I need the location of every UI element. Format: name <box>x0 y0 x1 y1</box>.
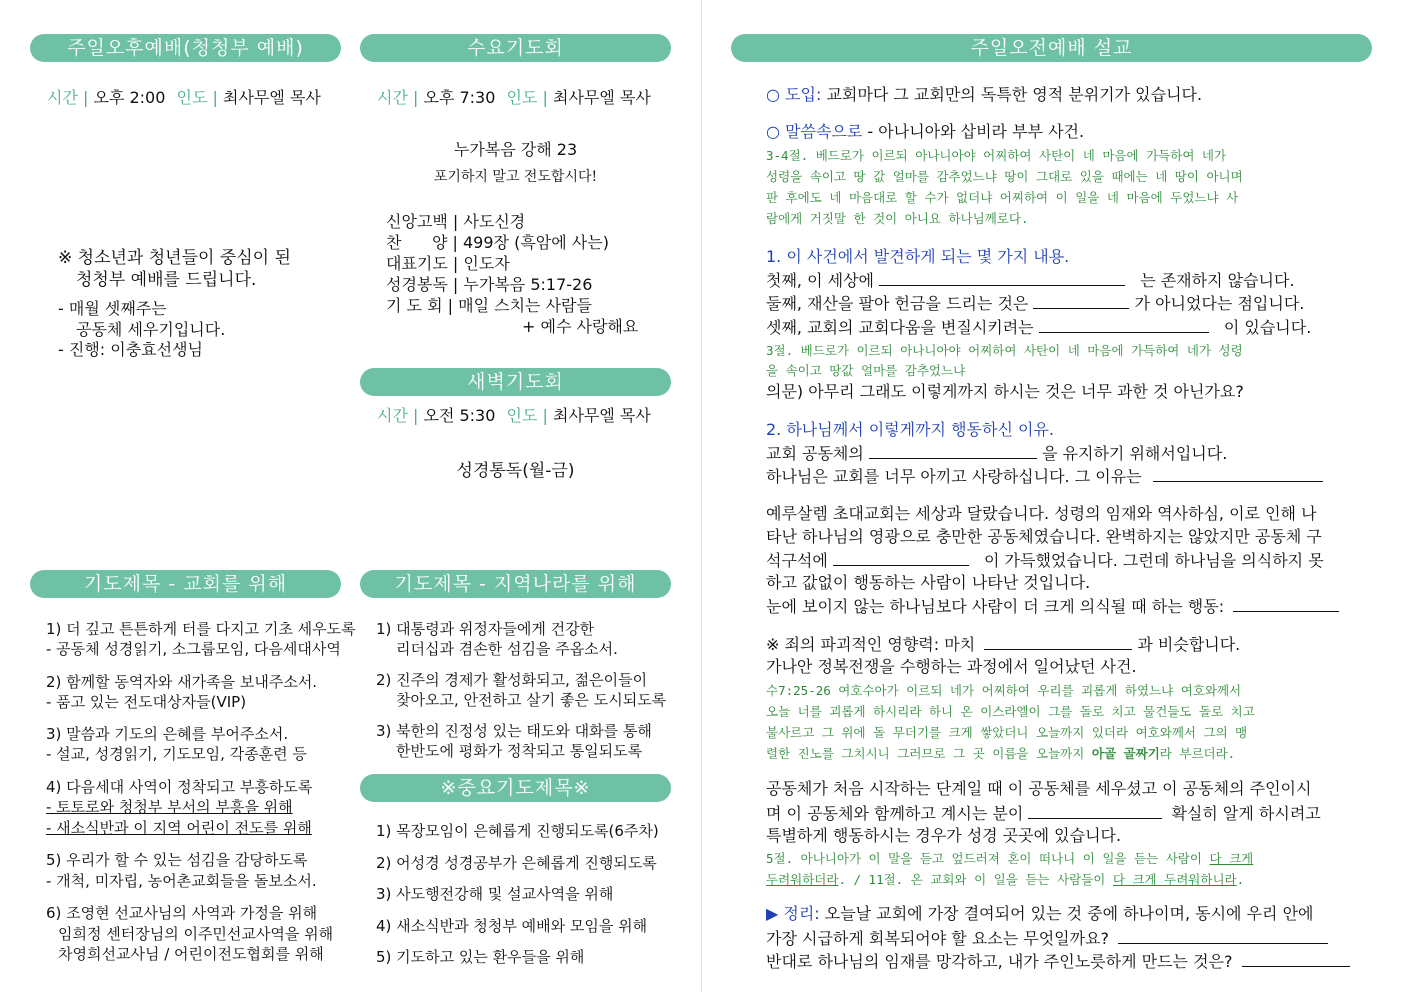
order-value: 인도자 <box>463 254 510 273</box>
prayer-church-line: 5) 우리가 할 수 있는 섬김을 감당하도록 <box>46 851 308 869</box>
sunday-pm-note1: ※ 청소년과 청년들이 중심이 된 <box>58 248 291 268</box>
text: 석구석에 <box>766 551 828 570</box>
verse-line: 판 후에도 네 마음대로 할 수가 없더냐 어찌하여 이 일을 네 마음에 두었느냐 사 <box>766 190 1239 205</box>
wednesday-order-extra: + 예수 사랑해요 <box>522 317 639 336</box>
sunday-pm-title: 주일오후예배(청청부 예배) <box>67 37 304 59</box>
prayer-church-line: 2) 함께할 동역자와 새가족을 보내주소서. <box>46 673 318 691</box>
text: 과 비슷합니다. <box>1137 635 1241 654</box>
fill-blank <box>879 270 1125 286</box>
text: 이 가득했었습니다. 그런데 하나님을 의식하지 못 <box>984 551 1324 570</box>
intro-head: ○ 도입: <box>766 85 822 104</box>
text: 을 유지하기 위해서입니다. <box>1042 444 1228 463</box>
sermon-intro <box>766 85 1202 105</box>
sin-line <box>766 634 1240 655</box>
prayer-nation-title: 기도제목 - 지역나라를 위해 <box>394 573 637 595</box>
text: 오늘날 교회에 가장 결여되어 있는 것 중에 하나이며, 동시에 우리 안에 <box>824 904 1314 923</box>
text: 가장 시급하게 회복되어야 할 요소는 무엇일까요? <box>766 929 1110 948</box>
text: . <box>1236 872 1245 887</box>
sunday-pm-header <box>30 34 341 62</box>
fill-blank <box>984 634 1132 650</box>
fill-blank <box>1242 951 1350 967</box>
underlined-text: 두려워하더라 <box>766 872 839 887</box>
conclusion-line <box>766 951 1350 972</box>
sermon-title: 주일오전예배 설교 <box>970 37 1133 59</box>
lead-label: 인도 | <box>506 406 548 425</box>
lead-label: 인도 | <box>506 88 548 107</box>
time-value: 오후 7:30 <box>423 88 496 107</box>
prayer-church-line: - 개척, 미자립, 농어촌교회들을 돌보소서. <box>46 872 317 890</box>
important-line: 5) 기도하고 있는 환우들을 위해 <box>376 948 585 966</box>
text: 하나님은 교회를 너무 아끼고 사랑하십니다. 그 이유는 <box>766 467 1142 486</box>
underlined-text: 다 크게 <box>1209 851 1254 866</box>
text: 가 아니었다는 점입니다. <box>1134 294 1305 313</box>
word-head: ○ 말씀속으로 <box>766 122 863 141</box>
order-label: 성경봉독 | <box>386 275 459 294</box>
time-label: 시간 | <box>47 88 89 107</box>
prayer-nation-line: 2) 진주의 경제가 활성화되고, 젊은이들이 <box>376 671 648 689</box>
text: 교회 공동체의 <box>766 444 864 463</box>
time-value: 오후 2:00 <box>93 88 166 107</box>
sunday-pm-note4: 공동체 세우기입니다. <box>76 320 226 339</box>
para1-line <box>766 550 1324 571</box>
conclusion-head: ▶ 정리: <box>766 904 820 923</box>
fill-blank <box>1028 803 1162 819</box>
prayer-church-line: 임희정 센터장님의 이주민선교사역을 위해 <box>58 925 334 943</box>
verse-line: 3절. 베드로가 이르되 아나니아야 어찌하여 사탄이 네 마음에 가득하여 네가 성령 <box>766 343 1243 358</box>
leader-value: 최사무엘 목사 <box>553 88 651 107</box>
point1-third <box>766 317 1311 338</box>
leader-value: 최사무엘 목사 <box>223 88 321 107</box>
sunday-pm-note3: - 매월 셋째주는 <box>58 299 167 318</box>
important-line: 2) 어성경 성경공부가 은혜롭게 진행되도록 <box>376 854 657 872</box>
prayer-church-line: - 새소식반과 이 지역 어린이 전도를 위해 <box>46 819 312 837</box>
prayer-church-line: - 토토로와 청청부 부서의 부흥을 위해 <box>46 798 293 816</box>
dawn-title: 새벽기도회 <box>467 371 564 393</box>
wednesday-sermon-sub: 포기하지 말고 전도합시다! <box>433 169 598 185</box>
text: 며 이 공동체와 함께하고 계시는 분이 <box>766 804 1024 823</box>
lead-label: 인도 | <box>176 88 218 107</box>
verse-line: 성령을 속이고 땅 값 얼마를 감추었느냐 땅이 그대로 있을 때에는 네 땅이 아니며 <box>766 169 1243 184</box>
text: 첫째, 이 세상에 <box>766 271 874 290</box>
para2-line: 공동체가 처음 시작하는 단계일 때 이 공동체를 세우셨고 이 공동체의 주인이시 <box>766 779 1312 798</box>
sunday-pm-time-line <box>47 88 321 108</box>
prayer-church-line: - 공동체 성경읽기, 소그룹모임, 다음세대사역 <box>46 640 341 658</box>
order-value: 매일 스치는 사람들 <box>458 296 592 315</box>
para2-line: 특별하게 행동하시는 경우가 성경 곳곳에 있습니다. <box>766 826 1122 845</box>
text: 렬한 진노를 그치시니 그러므로 그 곳 이름을 오늘까지 <box>766 746 1085 761</box>
text: 이 있습니다. <box>1223 318 1312 337</box>
dawn-note: 성경통독(월-금) <box>456 461 575 481</box>
text: 는 존재하지 않습니다. <box>1140 271 1295 290</box>
sermon-word <box>766 122 1084 142</box>
wednesday-sermon-title: 누가복음 강해 23 <box>453 140 578 159</box>
leader-value: 최사무엘 목사 <box>553 406 651 425</box>
time-value: 오전 5:30 <box>423 406 496 425</box>
time-label: 시간 | <box>377 406 419 425</box>
wednesday-order-3 <box>386 254 510 274</box>
wednesday-order-2 <box>386 233 609 253</box>
fill-blank <box>1033 293 1129 309</box>
point1-question: 의문) 아무리 그래도 이렇게까지 하시는 것은 너무 과한 것 아닌가요? <box>766 382 1244 401</box>
point1-head: 1. 이 사건에서 발견하게 되는 몇 가지 내용. <box>766 247 1070 266</box>
time-label: 시간 | <box>377 88 419 107</box>
fill-blank <box>1039 317 1209 333</box>
para1-line: 예루살렘 초대교회는 세상과 달랐습니다. 성령의 임재와 역사하심, 이로 인해 나 <box>766 504 1317 523</box>
para1-line <box>766 596 1339 617</box>
verse-line: 오늘 너를 괴롭게 하시리라 하니 온 이스라엘이 그를 돌로 치고 물건들도 돌로 치고 <box>766 704 1255 719</box>
order-value: 499장 (흑암에 사는) <box>463 233 609 252</box>
underlined-text: 다 크게 두려워하니라 <box>1112 872 1237 887</box>
prayer-church-line: 차영희선교사님 / 어린이전도협회를 위해 <box>58 945 324 963</box>
wednesday-order-4 <box>386 275 592 295</box>
order-label: 찬 양 | <box>386 233 458 252</box>
important-line: 1) 목장모임이 은혜롭게 진행되도록(6주차) <box>376 822 659 840</box>
verse-line: 을 속이고 땅값 얼마를 감추었느냐 <box>766 363 966 378</box>
verse-line: 수7:25-26 여호수아가 이르되 네가 어찌하여 우리를 괴롭게 하였느냐 여호와께서 <box>766 683 1242 698</box>
verse-line: 불사르고 그 위에 돌 무더기를 크게 쌓았더니 오늘까지 있더라 여호와께서 그의 맹 <box>766 725 1248 740</box>
text: 셋째, 교회의 교회다움을 변질시키려는 <box>766 318 1034 337</box>
order-value: 누가복음 5:17-26 <box>463 275 593 294</box>
emphasis-text: 아골 골짜기 <box>1091 746 1160 761</box>
dawn-time-line <box>377 406 651 426</box>
order-value: 사도신경 <box>463 212 526 231</box>
sunday-pm-note2: 청청부 예배를 드립니다. <box>76 270 257 290</box>
text: 반대로 하나님의 임재를 망각하고, 내가 주인노릇하게 만드는 것은? <box>766 952 1233 971</box>
important-header <box>360 774 671 802</box>
text: ※ 죄의 파괴적인 영향력: 마치 <box>766 635 976 654</box>
prayer-church-line: 1) 더 깊고 튼튼하게 터를 다지고 기초 세우도록 <box>46 620 356 638</box>
fill-blank <box>869 443 1037 459</box>
prayer-church-line: - 설교, 성경읽기, 기도모임, 각종훈련 등 <box>46 745 307 763</box>
prayer-nation-line: 찾아오고, 안전하고 살기 좋은 도시되도록 <box>396 691 667 709</box>
para1-line: 하고 값없이 행동하는 사람이 나타난 것입니다. <box>766 573 1091 592</box>
point1-second <box>766 293 1304 314</box>
prayer-church-line: 4) 다음세대 사역이 정착되고 부흥하도록 <box>46 778 313 796</box>
text: 확실히 알게 하시려고 <box>1171 804 1321 823</box>
word-text: - 아나니아와 삽비라 부부 사건. <box>867 122 1085 141</box>
sermon-header <box>731 34 1372 62</box>
sin-line: 가나안 정복전쟁을 수행하는 과정에서 일어났던 사건. <box>766 657 1137 676</box>
prayer-nation-line: 3) 북한의 진정성 있는 태도와 대화를 통해 <box>376 722 652 740</box>
prayer-nation-line: 리더십과 겸손한 섬김을 주옵소서. <box>396 640 618 658</box>
fill-blank <box>833 550 969 566</box>
prayer-nation-header <box>360 570 671 598</box>
prayer-nation-line: 한반도에 평화가 정착되고 통일되도록 <box>396 742 643 760</box>
important-line: 3) 사도행전강해 및 설교사역을 위해 <box>376 885 614 903</box>
point2-first <box>766 443 1227 464</box>
prayer-church-header <box>30 570 341 598</box>
wednesday-title: 수요기도회 <box>467 37 564 59</box>
wednesday-time-line <box>377 88 651 108</box>
para2-line <box>766 803 1321 824</box>
conclusion-line <box>766 904 1314 924</box>
fill-blank <box>1153 466 1323 482</box>
fill-blank <box>1233 596 1339 612</box>
point2-second <box>766 466 1323 487</box>
wednesday-order-1 <box>386 212 525 232</box>
dawn-header <box>360 368 671 396</box>
para1-line: 타난 하나님의 영광으로 충만한 공동체였습니다. 완벽하지는 않았지만 공동체 구 <box>766 527 1322 546</box>
sunday-pm-note5: - 진행: 이충효선생님 <box>58 340 203 359</box>
verse-line: 람에게 거짓말 한 것이 아니요 하나님께로다. <box>766 211 1029 226</box>
verse-line <box>766 849 1253 869</box>
prayer-church-title: 기도제목 - 교회를 위해 <box>83 573 288 595</box>
verse-line <box>766 870 1244 890</box>
important-line: 4) 새소식반과 청청부 예배와 모임을 위해 <box>376 917 648 935</box>
page-divider <box>701 0 702 992</box>
point2-head: 2. 하나님께서 이렇게까지 행동하신 이유. <box>766 420 1054 439</box>
order-label: 기 도 회 | <box>386 296 454 315</box>
conclusion-line <box>766 928 1328 949</box>
wednesday-order-5 <box>386 296 592 316</box>
order-label: 신앙고백 | <box>386 212 459 231</box>
text: 둘째, 재산을 팔아 헌금을 드리는 것은 <box>766 294 1029 313</box>
wednesday-header <box>360 34 671 62</box>
prayer-nation-line: 1) 대통령과 위정자들에게 건강한 <box>376 620 595 638</box>
intro-text: 교회마다 그 교회만의 독특한 영적 분위기가 있습니다. <box>826 85 1203 104</box>
text: . / 11절. 온 교회와 이 일을 듣는 사람들이 <box>838 872 1106 887</box>
verse-line <box>766 744 1235 764</box>
text: 5절. 아나니아가 이 말을 듣고 엎드러져 혼이 떠나니 이 일을 듣는 사람이 <box>766 851 1202 866</box>
prayer-church-line: 6) 조영현 선교사님의 사역과 가정을 위해 <box>46 904 318 922</box>
prayer-church-line: - 품고 있는 전도대상자들(VIP) <box>46 693 247 711</box>
order-label: 대표기도 | <box>386 254 459 273</box>
text: 라 부르더라. <box>1159 746 1236 761</box>
point1-first <box>766 270 1295 291</box>
verse-line: 3-4절. 베드로가 이르되 아나니아야 어찌하여 사탄이 네 마음에 가득하여 네가 <box>766 148 1227 163</box>
prayer-church-line: 3) 말씀과 기도의 은혜를 부어주소서. <box>46 725 289 743</box>
text: 눈에 보이지 않는 하나님보다 사람이 더 크게 의식될 때 하는 행동: <box>766 597 1225 616</box>
important-title: ※중요기도제목※ <box>440 777 591 799</box>
fill-blank <box>1118 928 1328 944</box>
